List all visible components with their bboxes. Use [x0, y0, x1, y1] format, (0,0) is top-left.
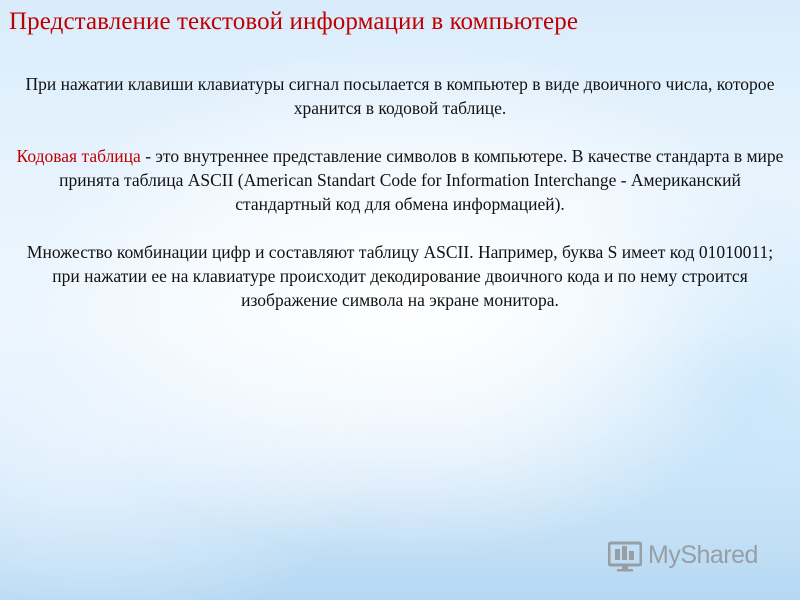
watermark-text: MyShared: [648, 540, 758, 569]
paragraph-keyboard-signal: При нажатии клавиши клавиатуры сигнал посылается в компьютер в виде двоичного числа, которое хранится в кодовой таблице.: [25, 74, 775, 118]
code-table-definition: - это внутреннее представление символов в компьютере. В качестве стандарта в мире принята таблица ASCII (American Standart Code for Information Interchange - Американский стандартный код для обмена информацией).: [59, 146, 784, 214]
myshared-logo-icon: [608, 538, 642, 572]
paragraph-code-table: [12, 144, 788, 216]
myshared-watermark: [608, 537, 758, 573]
slide-title: Представление текстовой информации в компьютере: [9, 8, 579, 35]
term-code-table: Кодовая таблица: [16, 146, 141, 166]
slide-body: [12, 72, 788, 336]
paragraph-ascii-example: Множество комбинации цифр и составляют таблицу ASCII. Например, буква S имеет код 01010011; при нажатии ее на клавиатуре происходит декодирование двоичного кода и по нему строится изображение символа на экране монитора.: [26, 242, 774, 310]
